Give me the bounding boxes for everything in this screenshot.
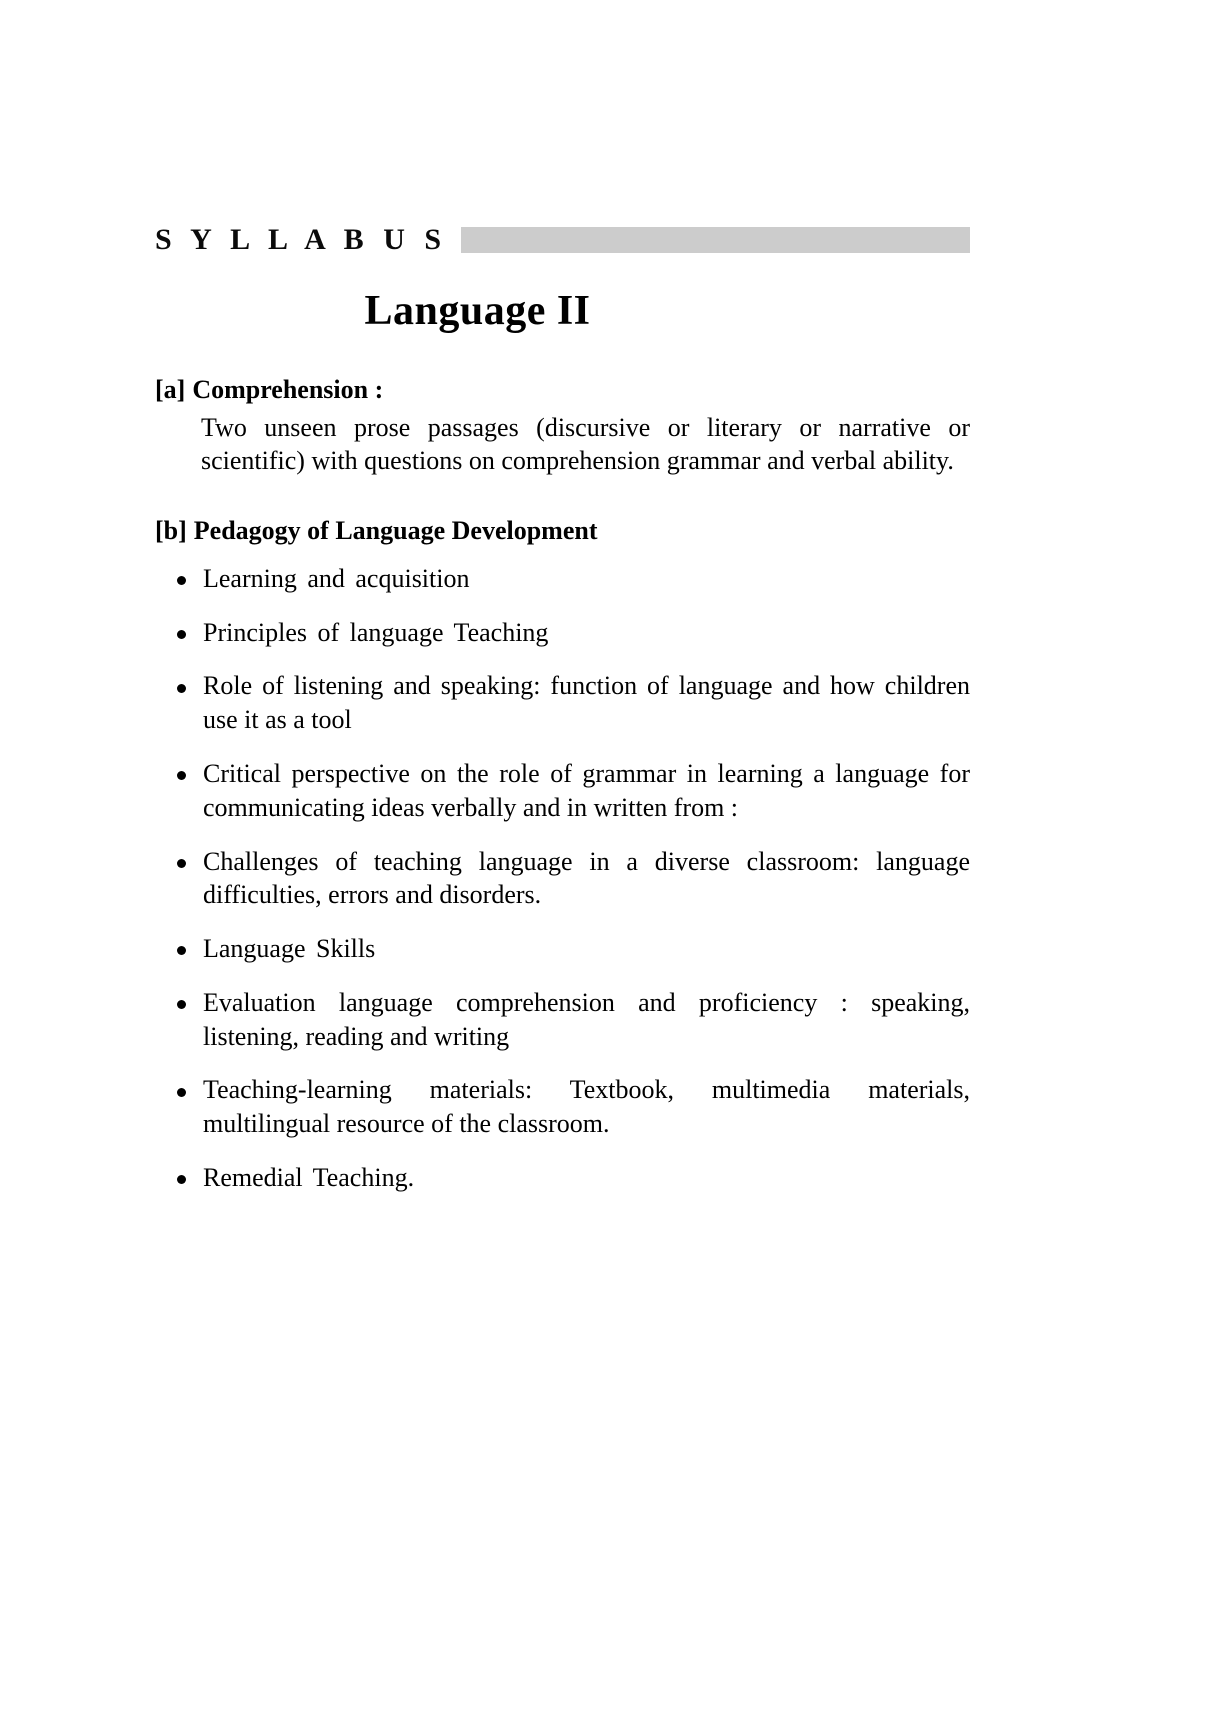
section-b-heading [155, 515, 970, 548]
list-item [155, 669, 970, 737]
list-item [155, 757, 970, 825]
list-item [155, 986, 970, 1054]
list-item-text: Language Skills [203, 934, 376, 964]
section-a-marker: [a] [155, 375, 186, 405]
bullet-dot-icon [177, 684, 186, 693]
section-a-heading-text: Comprehension : [192, 375, 384, 405]
list-item [155, 845, 970, 913]
bullet-dot-icon [177, 1175, 186, 1184]
list-item-text: Role of listening and speaking: function of language and how children use it as a tool [203, 671, 970, 735]
list-item [155, 616, 970, 650]
bullet-dot-icon [177, 576, 186, 585]
section-pedagogy [155, 515, 970, 1195]
bullet-dot-icon [177, 1000, 186, 1009]
bullet-dot-icon [177, 771, 186, 780]
section-spacer [155, 481, 970, 515]
syllabus-header-bar [461, 227, 970, 253]
syllabus-header [155, 218, 970, 262]
bullet-dot-icon [177, 946, 186, 955]
page-content [155, 218, 970, 1199]
list-item-text: Learning and acquisition [203, 563, 470, 593]
list-item [155, 562, 970, 596]
section-a-heading [155, 374, 970, 407]
section-b-marker: [b] [155, 516, 187, 546]
page-title: Language II [364, 288, 591, 334]
syllabus-label: S Y L L A B U S [155, 223, 448, 256]
pedagogy-bullet-list [155, 562, 970, 1195]
list-item-text: Challenges of teaching language in a diverse classroom: language difficulties, errors and disorders. [203, 846, 970, 910]
list-item-text: Remedial Teaching. [203, 1163, 415, 1193]
bullet-dot-icon [177, 630, 186, 639]
list-item [155, 1073, 970, 1141]
bullet-dot-icon [177, 859, 186, 868]
list-item-text: Principles of language Teaching [203, 617, 549, 647]
section-a-body [201, 411, 970, 478]
section-b-heading-text: Pedagogy of Language Development [193, 516, 598, 546]
list-item-text: Evaluation language comprehension and proficiency : speaking, listening, reading and writing [203, 987, 970, 1051]
section-comprehension [155, 374, 970, 477]
list-item-text: Teaching-learning materials: Textbook, multimedia materials, multilingual resource of the classroom. [203, 1075, 970, 1139]
bullet-dot-icon [177, 1088, 186, 1097]
list-item [155, 932, 970, 966]
section-a-paragraph: Two unseen prose passages (discursive or literary or narrative or scientific) with questions on comprehension grammar and verbal ability. [201, 412, 970, 475]
list-item [155, 1161, 970, 1195]
list-item-text: Critical perspective on the role of grammar in learning a language for communicating ideas verbally and in written from : [203, 758, 970, 822]
